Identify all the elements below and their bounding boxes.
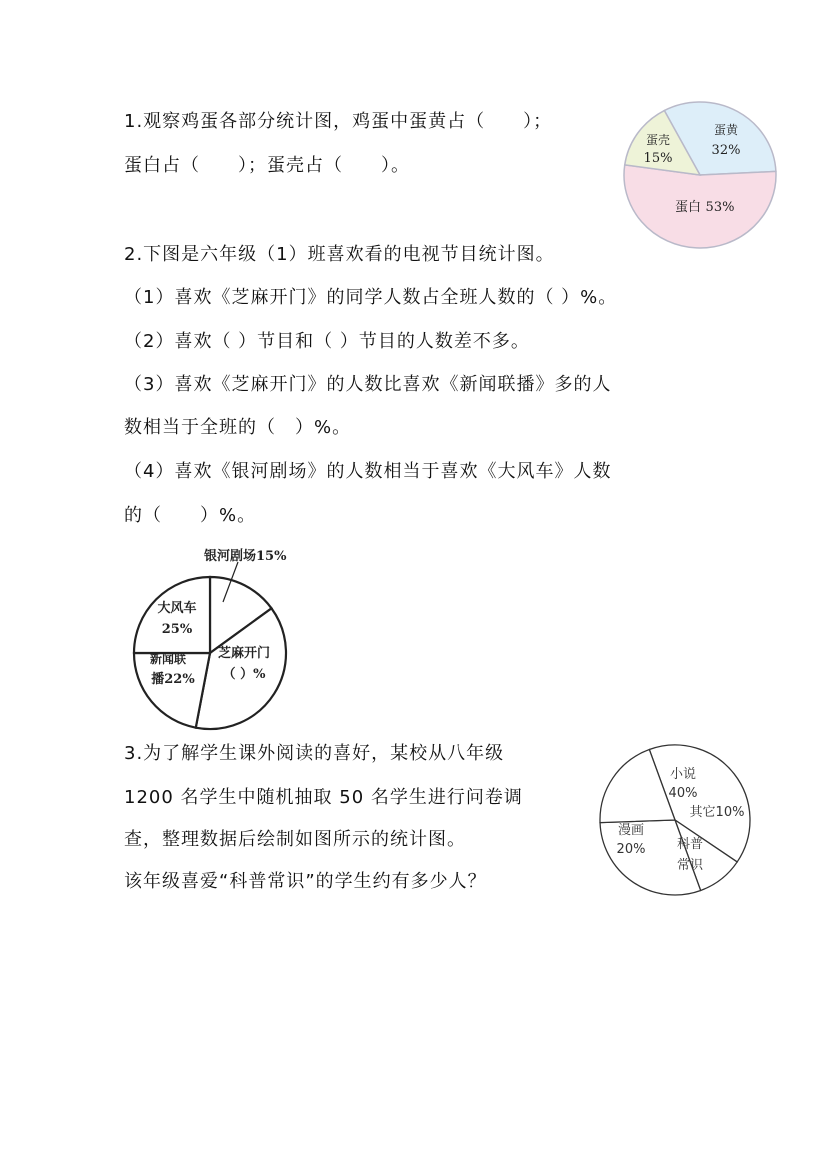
q2-sub1: （1）喜欢《芝麻开门》的同学人数占全班人数的（ ）%。 [124,287,618,308]
tv-windmill-label: 大风车 [157,601,197,616]
q3-line1: 3.为了解学生课外阅读的喜好，某校从八年级 [124,743,505,764]
tv-pie-chart [126,540,296,725]
q1-line2: 蛋白占（ ）；蛋壳占（ ）。 [124,155,410,176]
q1-line1: 1.观察鸡蛋各部分统计图，鸡蛋中蛋黄占（ ）； [124,111,553,132]
egg-shell-value: 15% [643,151,673,166]
tv-sesame-value: （ ）% [222,667,266,682]
egg-yolk-value: 32% [711,143,741,158]
q2-title: 2.下图是六年级（1）班喜欢看的电视节目统计图。 [124,244,555,265]
reading-science-label: 科普 [676,837,704,852]
reading-novel-label: 小说 [669,767,697,782]
q2-sub4-line2: 的（ ）%。 [124,505,257,526]
tv-news-label: 新闻联 [149,652,187,666]
egg-pie-chart [620,100,780,252]
egg-white-value: 53% [705,200,735,215]
tv-windmill-value: 25% [161,622,193,637]
egg-shell-label: 蛋壳 [645,133,671,147]
reading-science-value: 常识 [676,858,704,873]
q2-sub2: （2）喜欢（ ）节目和（ ）节目的人数差不多。 [124,331,530,352]
reading-comic-label: 漫画 [617,823,645,838]
tv-news-value: 播22% [151,672,195,687]
q2-sub4-line1: （4）喜欢《银河剧场》的人数相当于喜欢《大风车》人数 [124,461,612,482]
q2-sub3-line2: 数相当于全班的（ ）%。 [124,417,352,438]
tv-galaxy-label: 银河剧场15% [204,549,287,564]
egg-pie-slices [624,102,776,248]
tv-sesame-label: 芝麻开门 [217,646,271,661]
reading-novel-value: 40% [668,786,698,801]
q3-line2: 1200 名学生中随机抽取 50 名学生进行问卷调 [124,787,523,808]
reading-pie-chart [595,740,755,900]
egg-yolk-label: 蛋黄 [713,123,739,137]
reading-other-label: 其它10% [689,805,745,820]
q3-line3: 查，整理数据后绘制如图所示的统计图。 [124,829,466,850]
q2-sub3-line1: （3）喜欢《芝麻开门》的人数比喜欢《新闻联播》多的人 [124,374,612,395]
reading-comic-value: 20% [616,842,646,857]
egg-white-label: 蛋白 [674,200,702,215]
q3-line4: 该年级喜爱“科普常识”的学生约有多少人？ [124,871,487,892]
